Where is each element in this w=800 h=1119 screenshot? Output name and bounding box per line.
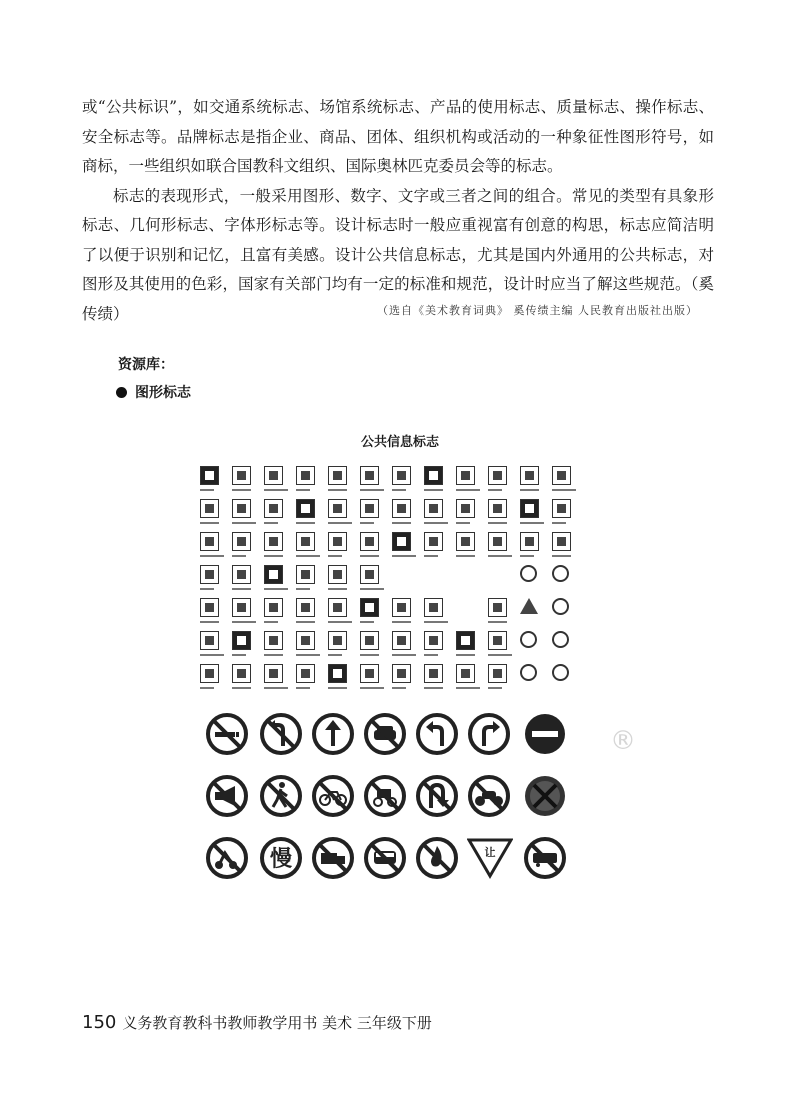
pictogram-icon — [360, 499, 380, 519]
pictogram-icon — [264, 631, 284, 651]
section-heading — [116, 382, 191, 402]
pictogram-icon — [232, 499, 252, 519]
pictogram-caption — [264, 654, 283, 656]
pictogram-icon — [488, 532, 508, 552]
pictogram-icon — [328, 598, 348, 618]
turn-left-sign-icon — [415, 712, 459, 756]
pictogram-caption — [200, 654, 224, 656]
pictogram-caption — [264, 522, 278, 524]
no-u-turn-sign-icon — [415, 774, 459, 818]
pictogram-icon — [424, 499, 444, 519]
no-horn-sign-icon — [205, 774, 249, 818]
pictogram-icon — [424, 664, 444, 684]
pictogram-icon — [360, 631, 380, 651]
pictogram-caption — [488, 522, 507, 524]
pictogram-caption — [552, 555, 571, 557]
pictogram-icon — [456, 466, 476, 486]
road-sign-icon — [552, 664, 569, 681]
pictogram-icon — [520, 466, 540, 486]
pictogram-icon — [520, 532, 540, 552]
pictogram-caption — [200, 621, 219, 623]
pictogram-caption — [232, 555, 246, 557]
pictogram-icon — [360, 664, 380, 684]
pictogram-icon — [232, 631, 252, 651]
turn-right-sign-icon — [467, 712, 511, 756]
pictogram-icon — [296, 598, 316, 618]
pictogram-caption — [232, 654, 246, 656]
pictogram-icon — [488, 664, 508, 684]
pictogram-caption — [328, 489, 347, 491]
pictogram-icon — [424, 631, 444, 651]
pictogram-icon — [360, 466, 380, 486]
pictogram-caption — [488, 489, 502, 491]
pictogram-caption — [360, 555, 379, 557]
pictogram-icon — [264, 499, 284, 519]
pictogram-icon — [360, 565, 380, 585]
pictogram-icon — [296, 466, 316, 486]
no-stopping-sign-icon — [523, 774, 567, 818]
pictogram-icon — [360, 532, 380, 552]
pictogram-caption — [488, 687, 502, 689]
pictogram-caption — [520, 489, 539, 491]
pictogram-caption — [392, 621, 411, 623]
yield-sign-icon — [467, 836, 513, 880]
pictogram-caption — [360, 489, 384, 491]
pictogram-icon — [232, 532, 252, 552]
pictogram-icon — [424, 532, 444, 552]
pictogram-icon — [552, 499, 572, 519]
pictogram-caption — [360, 654, 379, 656]
pictogram-icon — [328, 499, 348, 519]
body-text — [82, 93, 714, 329]
yield-sign-text: 让 — [484, 846, 496, 859]
pictogram-caption — [392, 555, 416, 557]
pictogram-caption — [360, 588, 384, 590]
pictogram-caption — [392, 522, 411, 524]
pictogram-caption — [232, 522, 256, 524]
pictogram-icon — [552, 466, 572, 486]
pictogram-caption — [200, 489, 214, 491]
paragraph-2: 标志的表现形式，一般采用图形、数字、文字或三者之间的组合。常见的类型有具象形标志、几何形标志、字体形标志等。设计标志时一般应重视富有创意的构思，标志应简洁明了以便于识别和记忆，且富有美感。设计公共信息标志，尤其是国内外通用的公共标志，对图形及其使用的色彩，国家有关部门均有一定的标准和规范，设计时应当了解这些规范。（奚传绩） — [82, 186, 714, 323]
pictogram-icon — [200, 466, 220, 486]
pictogram-caption — [200, 588, 214, 590]
page-footer — [82, 1012, 432, 1033]
pictogram-caption — [296, 555, 320, 557]
pictogram-icon — [392, 631, 412, 651]
pictogram-caption — [200, 687, 214, 689]
pictogram-caption — [424, 522, 448, 524]
pictogram-icon — [296, 532, 316, 552]
pictogram-icon — [488, 598, 508, 618]
pictogram-caption — [296, 687, 310, 689]
no-left-turn-sign-icon — [259, 712, 303, 756]
pictogram-caption — [328, 555, 342, 557]
slow-sign-text: 慢 — [269, 847, 293, 872]
pictogram-icon — [360, 598, 380, 618]
pictogram-icon — [232, 466, 252, 486]
resource-label: 资源库： — [118, 357, 174, 373]
pictogram-caption — [296, 621, 315, 623]
pictogram-icon — [232, 664, 252, 684]
page-number: 150 — [82, 1012, 117, 1033]
pictogram-caption — [296, 522, 315, 524]
pictogram-icon — [232, 598, 252, 618]
pictogram-icon — [264, 565, 284, 585]
book-title: 义务教育教科书教师教学用书 美术 三年级下册 — [122, 1014, 432, 1032]
no-rickshaw-sign-icon — [363, 774, 407, 818]
no-smoking-sign-icon — [205, 712, 249, 756]
pictogram-caption — [520, 522, 544, 524]
pictogram-caption — [232, 687, 251, 689]
pictogram-icon — [200, 499, 220, 519]
road-sign-icon — [520, 565, 537, 582]
pictogram-caption — [296, 654, 320, 656]
pictogram-icon — [296, 664, 316, 684]
pictogram-caption — [264, 621, 278, 623]
no-bicycles-sign-icon — [311, 774, 355, 818]
no-tricycle-sign-icon — [205, 836, 249, 880]
pictogram-icon — [200, 631, 220, 651]
pictogram-caption — [200, 522, 219, 524]
pictogram-caption — [392, 687, 406, 689]
pictogram-caption — [552, 489, 576, 491]
pictogram-icon — [232, 565, 252, 585]
pictogram-caption — [488, 621, 507, 623]
citation: （选自《美术教育词典》 奚传绩主编 人民教育出版社出版） — [377, 304, 698, 317]
no-buses-sign-icon — [363, 836, 407, 880]
pictogram-caption — [200, 555, 224, 557]
pictogram-caption — [232, 621, 256, 623]
bullet-icon — [116, 387, 127, 398]
paragraph-1: 或“公共标识”，如交通系统标志、场馆系统标志、产品的使用标志、质量标志、操作标志、安全标志等。品牌标志是指企业、商品、团体、组织机构或活动的一种象征性图形符号，如商标，一些组织如联合国教科文组织、国际奥林匹克委员会等的标志。 — [82, 98, 714, 175]
pictogram-caption — [328, 621, 352, 623]
pictogram-caption — [360, 621, 374, 623]
pictogram-icon — [392, 598, 412, 618]
no-entry-sign-icon — [523, 712, 567, 756]
pictogram-caption — [264, 555, 283, 557]
pictogram-caption — [232, 588, 251, 590]
pictogram-caption — [296, 588, 310, 590]
public-info-sign-grid — [200, 466, 580, 698]
pictogram-icon — [488, 499, 508, 519]
figure-title: 公共信息标志 — [360, 435, 439, 450]
pictogram-caption — [264, 687, 288, 689]
pictogram-icon — [296, 499, 316, 519]
pictogram-icon — [264, 532, 284, 552]
pictogram-icon — [456, 499, 476, 519]
pictogram-caption — [424, 489, 443, 491]
pictogram-caption — [232, 489, 251, 491]
pictogram-icon — [264, 466, 284, 486]
pictogram-caption — [264, 489, 288, 491]
pictogram-icon — [328, 532, 348, 552]
pictogram-icon — [264, 598, 284, 618]
slow-sign-icon — [259, 836, 303, 880]
pictogram-caption — [360, 687, 384, 689]
pictogram-caption — [424, 654, 438, 656]
pictogram-caption — [488, 555, 512, 557]
road-sign-icon — [552, 565, 569, 582]
pictogram-caption — [456, 555, 475, 557]
pictogram-caption — [328, 588, 347, 590]
pictogram-caption — [424, 621, 448, 623]
no-flammables-sign-icon — [415, 836, 459, 880]
pictogram-icon — [392, 499, 412, 519]
pictogram-icon — [424, 466, 444, 486]
pictogram-icon — [328, 664, 348, 684]
pictogram-icon — [392, 532, 412, 552]
pictogram-caption — [552, 522, 566, 524]
pictogram-icon — [200, 532, 220, 552]
pictogram-icon — [488, 466, 508, 486]
pictogram-caption — [392, 654, 416, 656]
prohibition-signs — [205, 712, 585, 882]
pictogram-icon — [456, 664, 476, 684]
no-motor-vehicles-sign-icon — [363, 712, 407, 756]
pictogram-caption — [456, 687, 480, 689]
no-motorcycles-sign-icon — [467, 774, 511, 818]
pictogram-caption — [264, 588, 288, 590]
pictogram-caption — [424, 555, 438, 557]
pictogram-icon — [200, 565, 220, 585]
pictogram-icon — [296, 631, 316, 651]
pictogram-caption — [392, 489, 406, 491]
straight-only-sign-icon — [311, 712, 355, 756]
pictogram-icon — [424, 598, 444, 618]
no-bus-lane-sign-icon — [523, 836, 567, 880]
pictogram-icon — [488, 631, 508, 651]
pictogram-icon — [456, 631, 476, 651]
pictogram-icon — [328, 631, 348, 651]
no-trucks-sign-icon — [311, 836, 355, 880]
pictogram-caption — [360, 522, 374, 524]
pictogram-icon — [392, 466, 412, 486]
road-sign-icon — [552, 631, 569, 648]
road-sign-icon — [520, 598, 538, 614]
pictogram-icon — [200, 664, 220, 684]
pictogram-caption — [424, 687, 443, 689]
pictogram-caption — [488, 654, 512, 656]
pictogram-caption — [328, 654, 342, 656]
pictogram-caption — [328, 687, 347, 689]
section-title: 图形标志 — [135, 385, 191, 401]
pictogram-icon — [328, 565, 348, 585]
road-sign-icon — [552, 598, 569, 615]
pictogram-caption — [456, 654, 475, 656]
no-pedestrians-sign-icon — [259, 774, 303, 818]
pictogram-caption — [456, 522, 470, 524]
pictogram-caption — [456, 489, 480, 491]
road-sign-icon — [520, 631, 537, 648]
pictogram-icon — [264, 664, 284, 684]
pictogram-icon — [392, 664, 412, 684]
pictogram-caption — [520, 555, 534, 557]
registered-watermark: ® — [610, 726, 636, 756]
pictogram-icon — [328, 466, 348, 486]
pictogram-icon — [200, 598, 220, 618]
pictogram-icon — [520, 499, 540, 519]
pictogram-icon — [456, 532, 476, 552]
pictogram-icon — [552, 532, 572, 552]
road-sign-icon — [520, 664, 537, 681]
pictogram-icon — [296, 565, 316, 585]
pictogram-caption — [296, 489, 310, 491]
pictogram-caption — [328, 522, 352, 524]
